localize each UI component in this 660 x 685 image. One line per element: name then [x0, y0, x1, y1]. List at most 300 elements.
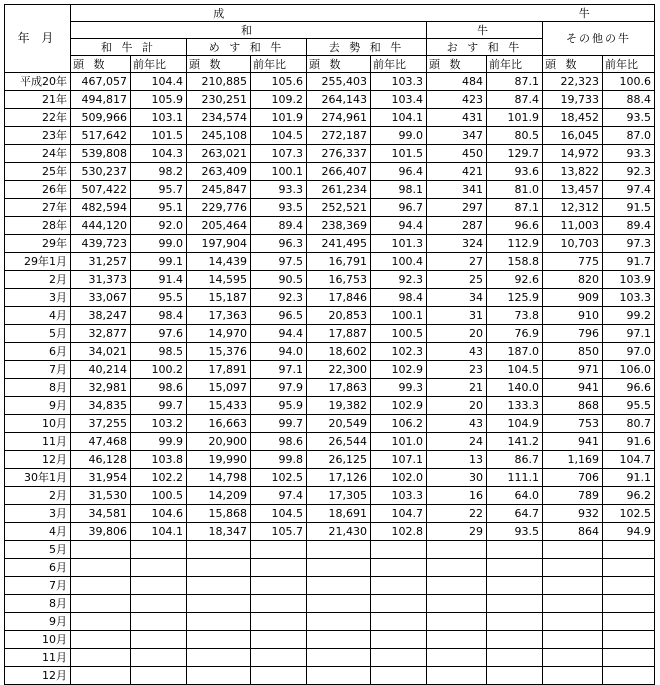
cell-male-heads: 27 [427, 253, 487, 271]
cell-other-heads: 864 [543, 523, 603, 541]
cell-steer-ratio: 99.0 [371, 127, 427, 145]
cell-steer-ratio: 103.3 [371, 487, 427, 505]
cell-male-heads [427, 577, 487, 595]
cell-female-ratio: 105.6 [251, 73, 307, 91]
cell-steer-ratio [371, 613, 427, 631]
cell-female-heads: 18,347 [187, 523, 251, 541]
cell-other-ratio [603, 595, 655, 613]
cell-female-heads: 230,251 [187, 91, 251, 109]
cell-male-heads [427, 649, 487, 667]
row-label: 11月 [5, 433, 71, 451]
cell-male-heads: 20 [427, 325, 487, 343]
header-ratio: 前年比 [251, 56, 307, 73]
cell-other-ratio: 96.6 [603, 379, 655, 397]
cell-steer-heads: 16,791 [307, 253, 371, 271]
cell-wagyu-total-ratio: 101.5 [131, 127, 187, 145]
cell-wagyu-total-heads: 482,594 [71, 199, 131, 217]
cell-male-heads: 287 [427, 217, 487, 235]
cell-female-heads: 234,574 [187, 109, 251, 127]
cell-other-ratio: 97.4 [603, 181, 655, 199]
cell-other-ratio [603, 667, 655, 685]
header-heads: 頭 数 [71, 56, 131, 73]
cell-other-ratio [603, 541, 655, 559]
cell-wagyu-total-heads: 31,257 [71, 253, 131, 271]
row-label: 28年 [5, 217, 71, 235]
cell-wagyu-total-ratio: 92.0 [131, 217, 187, 235]
cell-other-heads: 971 [543, 361, 603, 379]
cell-wagyu-total-heads: 494,817 [71, 91, 131, 109]
cell-female-ratio [251, 631, 307, 649]
cell-female-ratio: 101.9 [251, 109, 307, 127]
cell-wagyu-total-ratio: 91.4 [131, 271, 187, 289]
cell-male-heads [427, 541, 487, 559]
cell-steer-heads: 17,846 [307, 289, 371, 307]
row-label: 6月 [5, 343, 71, 361]
cell-female-ratio: 97.9 [251, 379, 307, 397]
cell-male-ratio: 140.0 [487, 379, 543, 397]
cell-male-ratio: 87.4 [487, 91, 543, 109]
cell-wagyu-total-ratio [131, 649, 187, 667]
cell-other-heads [543, 631, 603, 649]
table-row [5, 577, 655, 595]
cell-steer-ratio: 103.3 [371, 73, 427, 91]
cell-wagyu-total-heads: 530,237 [71, 163, 131, 181]
row-label: 29年 [5, 235, 71, 253]
cell-male-ratio: 141.2 [487, 433, 543, 451]
cell-female-heads: 15,097 [187, 379, 251, 397]
cell-wagyu-total-heads: 507,422 [71, 181, 131, 199]
cell-female-ratio [251, 613, 307, 631]
table-header [5, 5, 655, 73]
cell-steer-ratio: 102.8 [371, 523, 427, 541]
cell-other-heads: 14,972 [543, 145, 603, 163]
table-row [5, 307, 655, 325]
cell-steer-ratio [371, 577, 427, 595]
cell-other-heads: 753 [543, 415, 603, 433]
cell-other-heads: 13,457 [543, 181, 603, 199]
cell-other-heads: 13,822 [543, 163, 603, 181]
cell-steer-ratio: 99.3 [371, 379, 427, 397]
cell-male-ratio: 111.1 [487, 469, 543, 487]
cell-wagyu-total-ratio: 95.5 [131, 289, 187, 307]
cell-male-ratio: 93.5 [487, 523, 543, 541]
cell-wagyu-total-heads [71, 613, 131, 631]
cell-other-ratio: 106.0 [603, 361, 655, 379]
cell-female-ratio: 92.3 [251, 289, 307, 307]
cell-female-heads [187, 541, 251, 559]
cell-steer-heads: 26,125 [307, 451, 371, 469]
cell-steer-ratio: 103.4 [371, 91, 427, 109]
cell-female-heads: 205,464 [187, 217, 251, 235]
cell-female-heads: 16,663 [187, 415, 251, 433]
cell-male-ratio [487, 631, 543, 649]
cell-male-ratio: 129.7 [487, 145, 543, 163]
cell-steer-ratio: 92.3 [371, 271, 427, 289]
cell-other-ratio: 80.7 [603, 415, 655, 433]
cell-male-ratio: 187.0 [487, 343, 543, 361]
cell-other-ratio: 87.0 [603, 127, 655, 145]
cell-female-heads [187, 559, 251, 577]
cell-male-heads: 20 [427, 397, 487, 415]
cell-male-ratio: 93.6 [487, 163, 543, 181]
cell-other-ratio: 95.5 [603, 397, 655, 415]
cell-male-ratio: 64.7 [487, 505, 543, 523]
cell-female-heads: 15,433 [187, 397, 251, 415]
cell-wagyu-total-ratio: 98.5 [131, 343, 187, 361]
cell-female-ratio: 96.3 [251, 235, 307, 253]
cell-wagyu-total-ratio: 104.1 [131, 523, 187, 541]
cell-wagyu-total-heads [71, 559, 131, 577]
cell-wagyu-total-ratio: 103.1 [131, 109, 187, 127]
cell-steer-heads [307, 613, 371, 631]
cell-male-ratio [487, 613, 543, 631]
table-row [5, 487, 655, 505]
cell-other-heads [543, 613, 603, 631]
cell-wagyu-total-heads: 34,581 [71, 505, 131, 523]
cell-male-heads: 21 [427, 379, 487, 397]
cell-wagyu-total-heads: 33,067 [71, 289, 131, 307]
cell-wagyu-total-heads [71, 667, 131, 685]
table-row [5, 595, 655, 613]
table-row [5, 163, 655, 181]
cell-male-ratio [487, 649, 543, 667]
cell-wagyu-total-ratio: 105.9 [131, 91, 187, 109]
cell-wagyu-total-ratio [131, 667, 187, 685]
cell-other-ratio: 96.2 [603, 487, 655, 505]
cell-steer-heads: 276,337 [307, 145, 371, 163]
cell-other-heads: 10,703 [543, 235, 603, 253]
table-row [5, 325, 655, 343]
cell-steer-heads: 252,521 [307, 199, 371, 217]
cell-steer-ratio: 98.1 [371, 181, 427, 199]
cell-steer-heads: 255,403 [307, 73, 371, 91]
cell-other-heads: 18,452 [543, 109, 603, 127]
cell-other-ratio: 94.9 [603, 523, 655, 541]
cell-female-heads [187, 631, 251, 649]
cell-other-heads: 775 [543, 253, 603, 271]
cell-female-ratio [251, 595, 307, 613]
cell-male-heads: 25 [427, 271, 487, 289]
cell-wagyu-total-ratio: 99.9 [131, 433, 187, 451]
cell-male-ratio: 92.6 [487, 271, 543, 289]
table-row [5, 289, 655, 307]
cell-wagyu-total-heads: 46,128 [71, 451, 131, 469]
table-row [5, 91, 655, 109]
cell-other-ratio: 88.4 [603, 91, 655, 109]
cell-wagyu-total-heads: 467,057 [71, 73, 131, 91]
cell-male-ratio: 86.7 [487, 451, 543, 469]
cell-male-heads: 22 [427, 505, 487, 523]
cell-wagyu-total-ratio: 103.8 [131, 451, 187, 469]
cell-other-heads: 19,733 [543, 91, 603, 109]
table-row [5, 199, 655, 217]
cell-steer-heads: 17,863 [307, 379, 371, 397]
cell-steer-heads [307, 595, 371, 613]
cell-steer-ratio: 96.7 [371, 199, 427, 217]
table-row [5, 433, 655, 451]
cell-female-heads: 20,900 [187, 433, 251, 451]
cell-wagyu-total-ratio: 99.7 [131, 397, 187, 415]
cell-wagyu-total-ratio: 104.4 [131, 73, 187, 91]
table-row [5, 127, 655, 145]
cell-other-heads: 932 [543, 505, 603, 523]
cell-male-heads: 297 [427, 199, 487, 217]
header-female-wagyu: め す 和 牛 [187, 39, 307, 56]
cell-steer-ratio: 102.9 [371, 397, 427, 415]
cell-other-heads [543, 595, 603, 613]
cell-male-heads: 31 [427, 307, 487, 325]
cell-steer-heads: 18,602 [307, 343, 371, 361]
cell-female-ratio [251, 559, 307, 577]
cell-other-ratio [603, 613, 655, 631]
row-label: 12月 [5, 451, 71, 469]
cell-wagyu-total-ratio: 98.4 [131, 307, 187, 325]
table-row [5, 415, 655, 433]
cell-steer-ratio: 100.4 [371, 253, 427, 271]
cell-female-ratio: 90.5 [251, 271, 307, 289]
cell-female-ratio: 97.4 [251, 487, 307, 505]
cell-steer-ratio [371, 667, 427, 685]
cell-steer-ratio [371, 559, 427, 577]
cell-female-ratio: 109.2 [251, 91, 307, 109]
cell-female-heads: 15,376 [187, 343, 251, 361]
cell-wagyu-total-ratio: 100.2 [131, 361, 187, 379]
cell-female-ratio: 97.5 [251, 253, 307, 271]
table-row [5, 181, 655, 199]
cell-other-heads: 16,045 [543, 127, 603, 145]
cell-female-heads: 14,970 [187, 325, 251, 343]
cell-wagyu-total-heads [71, 595, 131, 613]
cell-male-heads: 421 [427, 163, 487, 181]
cell-steer-ratio: 101.0 [371, 433, 427, 451]
row-label: 9月 [5, 397, 71, 415]
cell-female-ratio: 104.5 [251, 505, 307, 523]
cattle-table [4, 4, 655, 685]
cell-female-ratio: 104.5 [251, 127, 307, 145]
cell-steer-ratio: 104.1 [371, 109, 427, 127]
cell-steer-ratio: 107.1 [371, 451, 427, 469]
cell-male-ratio: 81.0 [487, 181, 543, 199]
cell-steer-heads: 17,126 [307, 469, 371, 487]
cell-other-heads: 1,169 [543, 451, 603, 469]
cell-male-heads: 29 [427, 523, 487, 541]
cell-other-heads: 910 [543, 307, 603, 325]
header-ratio: 前年比 [487, 56, 543, 73]
header-ratio: 前年比 [371, 56, 427, 73]
cell-male-ratio [487, 559, 543, 577]
cell-wagyu-total-ratio: 99.0 [131, 235, 187, 253]
cell-male-heads: 347 [427, 127, 487, 145]
cell-male-ratio: 104.5 [487, 361, 543, 379]
row-label: 23年 [5, 127, 71, 145]
header-heads: 頭 数 [427, 56, 487, 73]
table-row [5, 235, 655, 253]
cell-other-ratio: 100.6 [603, 73, 655, 91]
cell-other-heads [543, 541, 603, 559]
cell-female-heads [187, 613, 251, 631]
cell-wagyu-total-ratio [131, 559, 187, 577]
cell-male-ratio: 101.9 [487, 109, 543, 127]
cell-steer-heads: 17,305 [307, 487, 371, 505]
row-label: 4月 [5, 523, 71, 541]
cell-other-ratio: 91.5 [603, 199, 655, 217]
cell-male-heads [427, 559, 487, 577]
cell-male-ratio: 133.3 [487, 397, 543, 415]
cell-female-heads: 15,187 [187, 289, 251, 307]
table-row [5, 667, 655, 685]
table-row [5, 145, 655, 163]
cell-female-ratio: 93.5 [251, 199, 307, 217]
table-row [5, 559, 655, 577]
row-label: 8月 [5, 379, 71, 397]
cell-other-ratio: 102.5 [603, 505, 655, 523]
row-label: 7月 [5, 361, 71, 379]
cell-wagyu-total-heads: 539,808 [71, 145, 131, 163]
cell-steer-heads: 238,369 [307, 217, 371, 235]
cell-steer-ratio: 101.3 [371, 235, 427, 253]
table-row [5, 343, 655, 361]
cell-male-heads: 450 [427, 145, 487, 163]
row-label: 8月 [5, 595, 71, 613]
cell-wagyu-total-heads [71, 649, 131, 667]
cell-wagyu-total-heads: 517,642 [71, 127, 131, 145]
cell-steer-heads: 241,495 [307, 235, 371, 253]
header-wagyu-total: 和 牛 計 [71, 39, 187, 56]
cell-female-ratio: 93.3 [251, 181, 307, 199]
row-label: 10月 [5, 415, 71, 433]
header-gyu: 牛 [371, 5, 655, 22]
cell-female-heads: 14,595 [187, 271, 251, 289]
row-label: 5月 [5, 541, 71, 559]
cell-wagyu-total-ratio [131, 577, 187, 595]
cell-other-ratio: 97.0 [603, 343, 655, 361]
row-label: 平成20年 [5, 73, 71, 91]
cell-female-heads: 197,904 [187, 235, 251, 253]
cell-male-heads: 23 [427, 361, 487, 379]
cell-female-ratio: 99.8 [251, 451, 307, 469]
cell-steer-heads: 18,691 [307, 505, 371, 523]
cell-female-heads [187, 649, 251, 667]
header-male-wagyu: お す 和 牛 [427, 39, 543, 56]
cell-male-heads: 423 [427, 91, 487, 109]
cell-other-heads: 11,003 [543, 217, 603, 235]
cell-male-heads: 30 [427, 469, 487, 487]
cell-male-ratio: 73.8 [487, 307, 543, 325]
cell-other-ratio: 97.1 [603, 325, 655, 343]
cell-male-ratio: 125.9 [487, 289, 543, 307]
cell-other-heads: 868 [543, 397, 603, 415]
cell-other-ratio: 91.1 [603, 469, 655, 487]
table-row [5, 217, 655, 235]
cell-steer-ratio [371, 541, 427, 559]
cell-wagyu-total-heads: 37,255 [71, 415, 131, 433]
cell-wagyu-total-ratio: 100.5 [131, 487, 187, 505]
cell-female-ratio: 105.7 [251, 523, 307, 541]
cell-wagyu-total-ratio: 95.1 [131, 199, 187, 217]
cell-other-heads: 820 [543, 271, 603, 289]
cell-wagyu-total-heads: 31,954 [71, 469, 131, 487]
cell-other-ratio: 97.3 [603, 235, 655, 253]
row-label: 3月 [5, 289, 71, 307]
cell-other-ratio: 91.6 [603, 433, 655, 451]
cell-male-ratio [487, 667, 543, 685]
cell-steer-ratio: 96.4 [371, 163, 427, 181]
cell-wagyu-total-heads: 34,835 [71, 397, 131, 415]
cell-steer-heads [307, 559, 371, 577]
cell-male-ratio: 104.9 [487, 415, 543, 433]
table-row [5, 73, 655, 91]
cell-other-heads: 909 [543, 289, 603, 307]
cell-other-heads: 850 [543, 343, 603, 361]
cell-wagyu-total-ratio: 99.1 [131, 253, 187, 271]
table-row [5, 253, 655, 271]
cell-other-ratio [603, 649, 655, 667]
row-label: 10月 [5, 631, 71, 649]
cell-wagyu-total-ratio: 104.3 [131, 145, 187, 163]
cell-female-ratio [251, 667, 307, 685]
cell-male-heads: 431 [427, 109, 487, 127]
cell-other-ratio: 92.3 [603, 163, 655, 181]
cell-steer-heads: 19,382 [307, 397, 371, 415]
cell-wagyu-total-ratio [131, 595, 187, 613]
cell-female-ratio: 89.4 [251, 217, 307, 235]
cell-steer-heads [307, 631, 371, 649]
header-heads: 頭 数 [307, 56, 371, 73]
header-wa: 和 [71, 22, 427, 39]
cell-other-ratio: 104.7 [603, 451, 655, 469]
cell-other-ratio: 93.3 [603, 145, 655, 163]
table-row [5, 631, 655, 649]
cell-other-ratio: 99.2 [603, 307, 655, 325]
cell-male-heads [427, 667, 487, 685]
header-heads: 頭 数 [543, 56, 603, 73]
cell-female-heads: 17,363 [187, 307, 251, 325]
cell-other-heads: 796 [543, 325, 603, 343]
cell-male-heads [427, 631, 487, 649]
cell-female-heads [187, 667, 251, 685]
header-heads: 頭 数 [187, 56, 251, 73]
row-label: 7月 [5, 577, 71, 595]
cell-steer-ratio [371, 595, 427, 613]
table-row [5, 469, 655, 487]
row-label: 6月 [5, 559, 71, 577]
cell-steer-heads: 20,853 [307, 307, 371, 325]
table-row [5, 541, 655, 559]
cell-other-ratio [603, 559, 655, 577]
cell-male-heads: 13 [427, 451, 487, 469]
cell-male-ratio: 112.9 [487, 235, 543, 253]
table-row [5, 505, 655, 523]
cell-other-ratio [603, 577, 655, 595]
table-row [5, 109, 655, 127]
cell-steer-ratio: 100.1 [371, 307, 427, 325]
cell-other-heads: 789 [543, 487, 603, 505]
cell-steer-heads: 17,887 [307, 325, 371, 343]
cell-male-heads: 34 [427, 289, 487, 307]
cell-female-ratio: 99.7 [251, 415, 307, 433]
cell-male-ratio: 80.5 [487, 127, 543, 145]
cell-female-heads [187, 595, 251, 613]
cell-female-heads: 14,439 [187, 253, 251, 271]
cell-wagyu-total-heads [71, 631, 131, 649]
cell-steer-ratio: 102.0 [371, 469, 427, 487]
cell-wagyu-total-ratio: 98.6 [131, 379, 187, 397]
cell-steer-ratio: 102.9 [371, 361, 427, 379]
cell-other-heads [543, 649, 603, 667]
cell-male-heads: 324 [427, 235, 487, 253]
cell-other-heads [543, 559, 603, 577]
cell-steer-heads: 264,143 [307, 91, 371, 109]
